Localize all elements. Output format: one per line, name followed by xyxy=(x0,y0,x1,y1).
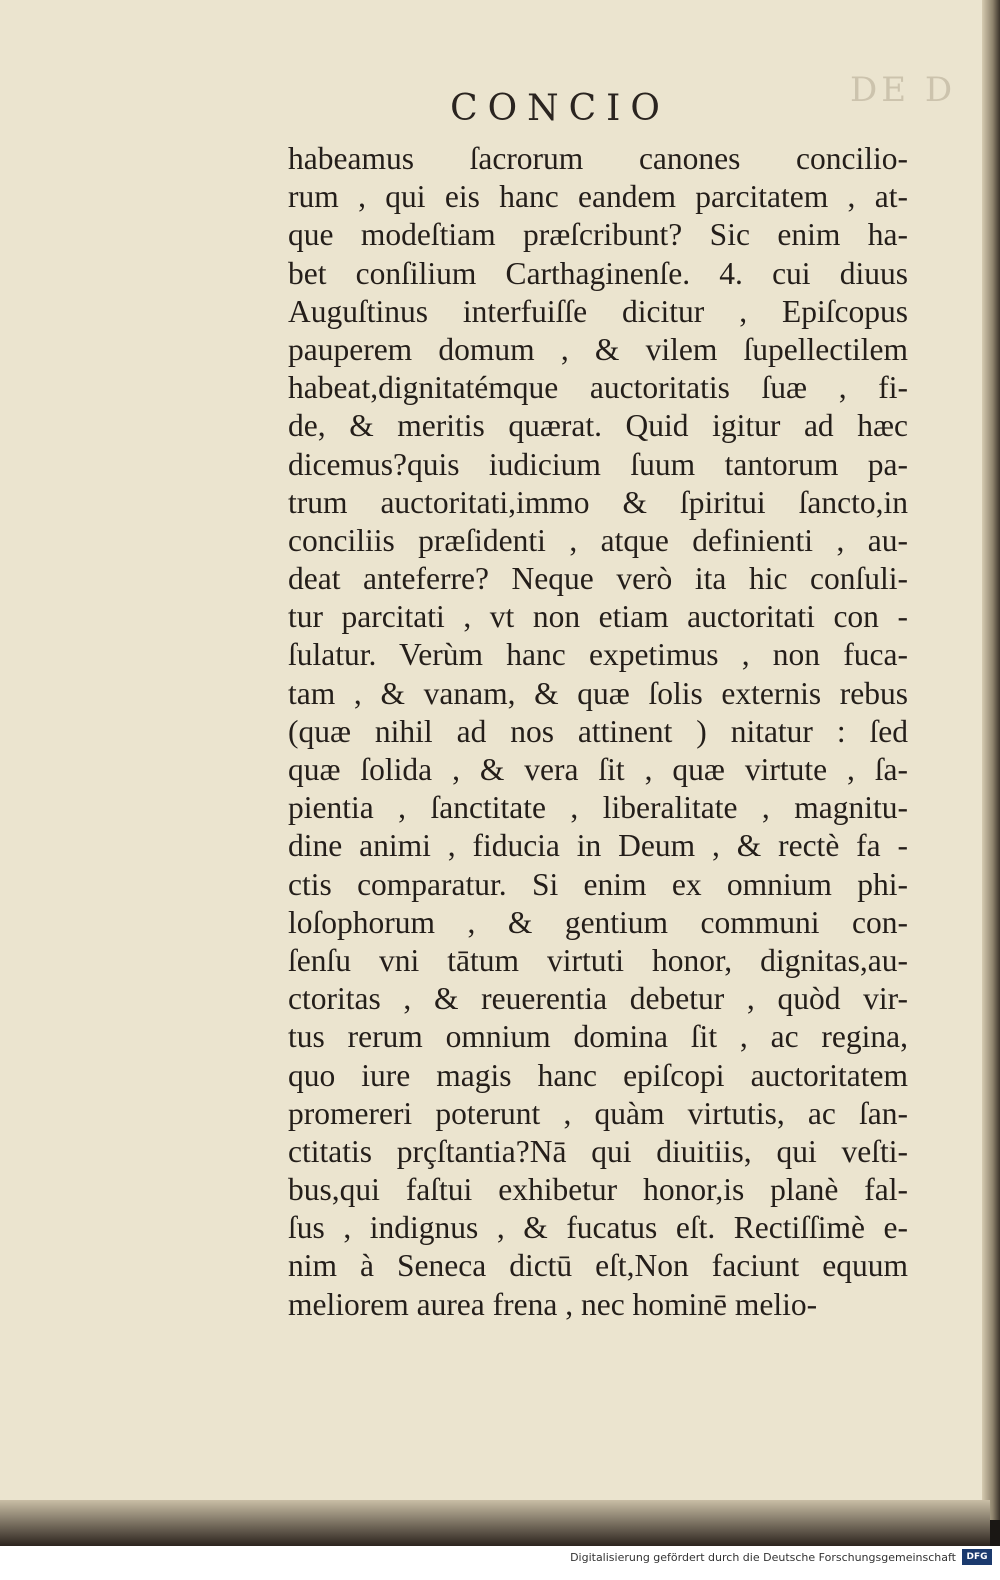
text-line: habeat,dignitatémque auctoritatis ſuæ , fi- xyxy=(288,370,908,406)
text-line: trum auctoritati,immo & ſpiritui ſancto,in xyxy=(288,484,908,520)
page-edge xyxy=(982,0,1000,1520)
bleed-through-text: DE D xyxy=(850,70,957,110)
text-line: bet conſilium Carthaginenſe. 4. cui diuus xyxy=(288,255,908,291)
text-line: promereri poterunt , quàm virtutis, ac ſan- xyxy=(288,1095,908,1131)
dfg-logo: DFG xyxy=(962,1549,992,1565)
text-line: dine animi , fiducia in Deum , & rectè fa - xyxy=(288,828,908,864)
funding-notice: Digitalisierung gefördert durch die Deutsche Forschungsgemeinschaft xyxy=(570,1551,956,1564)
text-line: ſenſu vni tātum virtuti honor, dignitas,au- xyxy=(288,942,908,978)
text-line: ſulatur. Verùm hanc expetimus , non fuca- xyxy=(288,637,908,673)
text-line: ſus , indignus , & fucatus eſt. Rectiſſimè e- xyxy=(288,1210,908,1246)
text-line: ctis comparatur. Si enim ex omnium phi- xyxy=(288,866,908,902)
text-line: pientia , ſanctitate , liberalitate , magnitu- xyxy=(288,790,908,826)
text-line: habeamus ſacrorum canones concilio- xyxy=(288,141,908,176)
text-line: de, & meritis quærat. Quid igitur ad hæc xyxy=(288,408,908,444)
text-line: ctitatis prçſtantia?Nā qui diuitiis, qui veſti- xyxy=(288,1133,908,1169)
text-line: meliorem aurea frena , nec hominē melio- xyxy=(288,1286,818,1322)
text-line: loſophorum , & gentium communi con- xyxy=(288,904,908,940)
text-line: rum , qui eis hanc eandem parcitatem , at- xyxy=(288,179,908,215)
text-line: tur parcitati , vt non etiam auctoritati con - xyxy=(288,599,908,635)
text-line: Auguſtinus interfuiſſe dicitur , Epiſcopus xyxy=(288,293,908,329)
running-head: CONCIO xyxy=(450,88,670,129)
text-line: que modeſtiam præſcribunt? Sic enim ha- xyxy=(288,217,908,253)
text-line: nim à Seneca dictū eſt,Non faciunt equum xyxy=(288,1248,908,1284)
text-line: conciliis præſidenti , atque definienti , au- xyxy=(288,522,908,558)
text-line: (quæ nihil ad nos attinent ) nitatur : ſed xyxy=(288,713,908,749)
page-bottom-shadow xyxy=(0,1500,990,1546)
text-line: quæ ſolida , & vera ſit , quæ virtute , ſa- xyxy=(288,752,908,787)
text-line: deat anteferre? Neque verò ita hic conſuli- xyxy=(288,561,908,597)
text-line: dicemus?quis iudicium ſuum tantorum pa- xyxy=(288,446,908,482)
body-text xyxy=(288,140,908,1324)
text-line: pauperem domum , & vilem ſupellectilem xyxy=(288,331,908,367)
text-line: quo iure magis hanc epiſcopi auctoritatem xyxy=(288,1057,908,1093)
text-line: bus,qui faſtui exhibetur honor,is planè fal- xyxy=(288,1172,908,1208)
text-line: tus rerum omnium domina ſit , ac regina, xyxy=(288,1019,908,1055)
text-line: tam , & vanam, & quæ ſolis externis rebus xyxy=(288,675,908,711)
text-line: ctoritas , & reuerentia debetur , quòd vir- xyxy=(288,981,908,1017)
